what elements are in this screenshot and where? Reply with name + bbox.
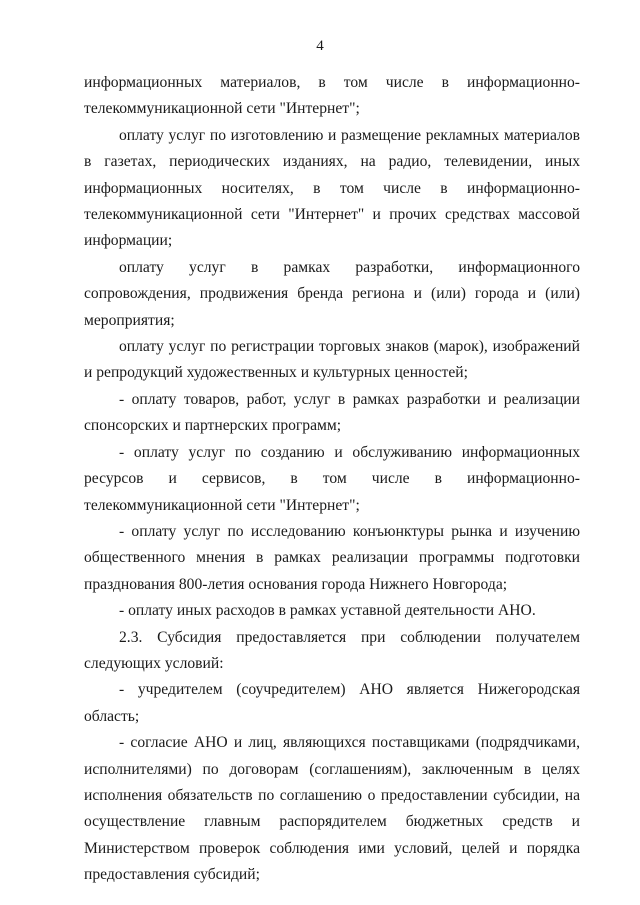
paragraph-5: - оплату товаров, работ, услуг в рамках разработки и реализации спонсорских и партнерских программ; — [84, 390, 580, 435]
paragraph-11: - согласие АНО и лиц, являющихся поставщиками (подрядчиками, исполнителями) по договорам (соглашениям), заключенным в целях исполнения обязательств по соглашению о предоставлении субсидии, на осуществление главным распорядителем бюджетных средств и Министерством проверок соблюдения ими условий, целей и порядка предоставления субсидий; — [84, 734, 580, 884]
paragraph-6: - оплату услуг по созданию и обслуживанию информационных ресурсов и сервисов, в том числе в информационно-телекоммуникационной сети "Интернет"; — [84, 443, 580, 514]
page-number: 4 — [316, 38, 324, 54]
paragraph-3: оплату услуг в рамках разработки, информационного сопровождения, продвижения бренда региона и (или) города и (или) мероприятия; — [84, 258, 580, 329]
paragraph-2: оплату услуг по изготовлению и размещение рекламных материалов в газетах, периодических изданиях, на радио, телевидении, иных информационных носителях, в том числе в информационно-телекоммуникационной сети "Интернет" и прочих средствах массовой информации; — [84, 126, 580, 250]
paragraph-1: информационных материалов, в том числе в информационно-телекоммуникационной сети "Интернет"; — [84, 74, 580, 118]
paragraph-8: - оплату иных расходов в рамках уставной деятельности АНО. — [119, 602, 536, 620]
paragraph-9: 2.3. Субсидия предоставляется при соблюдении получателем следующих условий: — [84, 628, 580, 672]
document-body — [84, 70, 580, 889]
paragraph-4: оплату услуг по регистрации торговых знаков (марок), изображений и репродукций художественных и культурных ценностей; — [84, 338, 580, 382]
paragraph-7: - оплату услуг по исследованию конъюнктуры рынка и изучению общественного мнения в рамках реализации программы подготовки празднования 800-летия основания города Нижнего Новгорода; — [84, 522, 580, 593]
paragraph-10: - учредителем (соучредителем) АНО является Нижегородская область; — [84, 681, 580, 725]
